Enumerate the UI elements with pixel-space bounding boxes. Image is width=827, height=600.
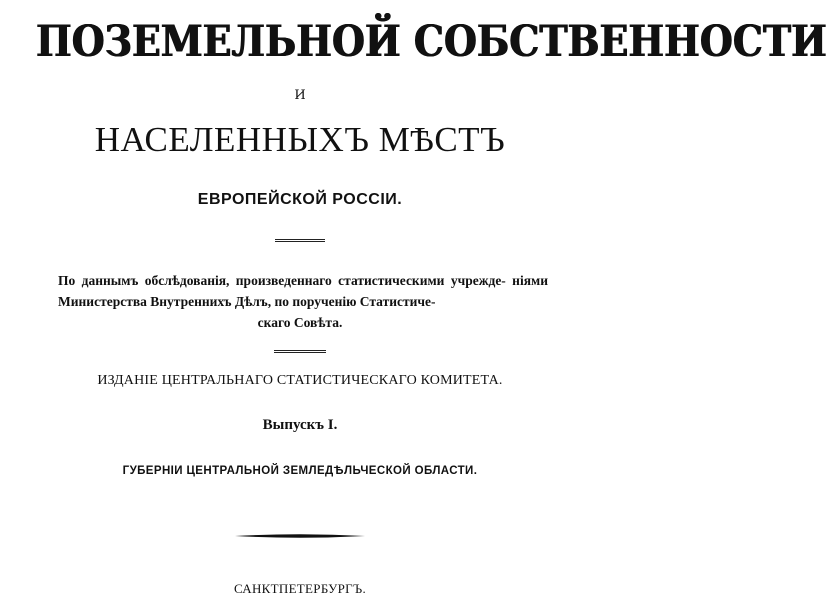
provinces-heading: ГУБЕРНІИ ЦЕНТРАЛЬНОЙ ЗЕМЛЕДѢЛЬЧЕСКОЙ ОБЛАСТИ. <box>122 465 478 477</box>
title-line-2: НАСЕЛЕННЫХЪ МѢСТЪ <box>94 120 506 159</box>
description-paragraph: По даннымъ обслѣдованія, произведеннаго статистическими учрежде- ніями Министерства Внутреннихъ Дѣлъ, по порученію Статистиче- <box>58 273 548 309</box>
description-last-line: скаго Совѣта. <box>257 315 343 330</box>
ornamental-rule-icon <box>235 533 365 539</box>
imprint-city: САНКТПЕТЕРБУРГЪ. <box>233 581 367 596</box>
title-line-1: ПОЗЕМЕЛЬНОЙ СОБСТВЕННОСТИ <box>36 17 827 67</box>
divider-rule <box>274 350 326 353</box>
title-region: ЕВРОПЕЙСКОЙ РОССІИ. <box>197 191 403 208</box>
divider-rule <box>275 239 325 242</box>
title-conjunction: И <box>294 88 306 103</box>
issue-number: Выпускъ I. <box>262 417 338 433</box>
publisher-line: ИЗДАНІЕ ЦЕНТРАЛЬНАГО СТАТИСТИЧЕСКАГО КОМИТЕТА. <box>97 373 503 388</box>
